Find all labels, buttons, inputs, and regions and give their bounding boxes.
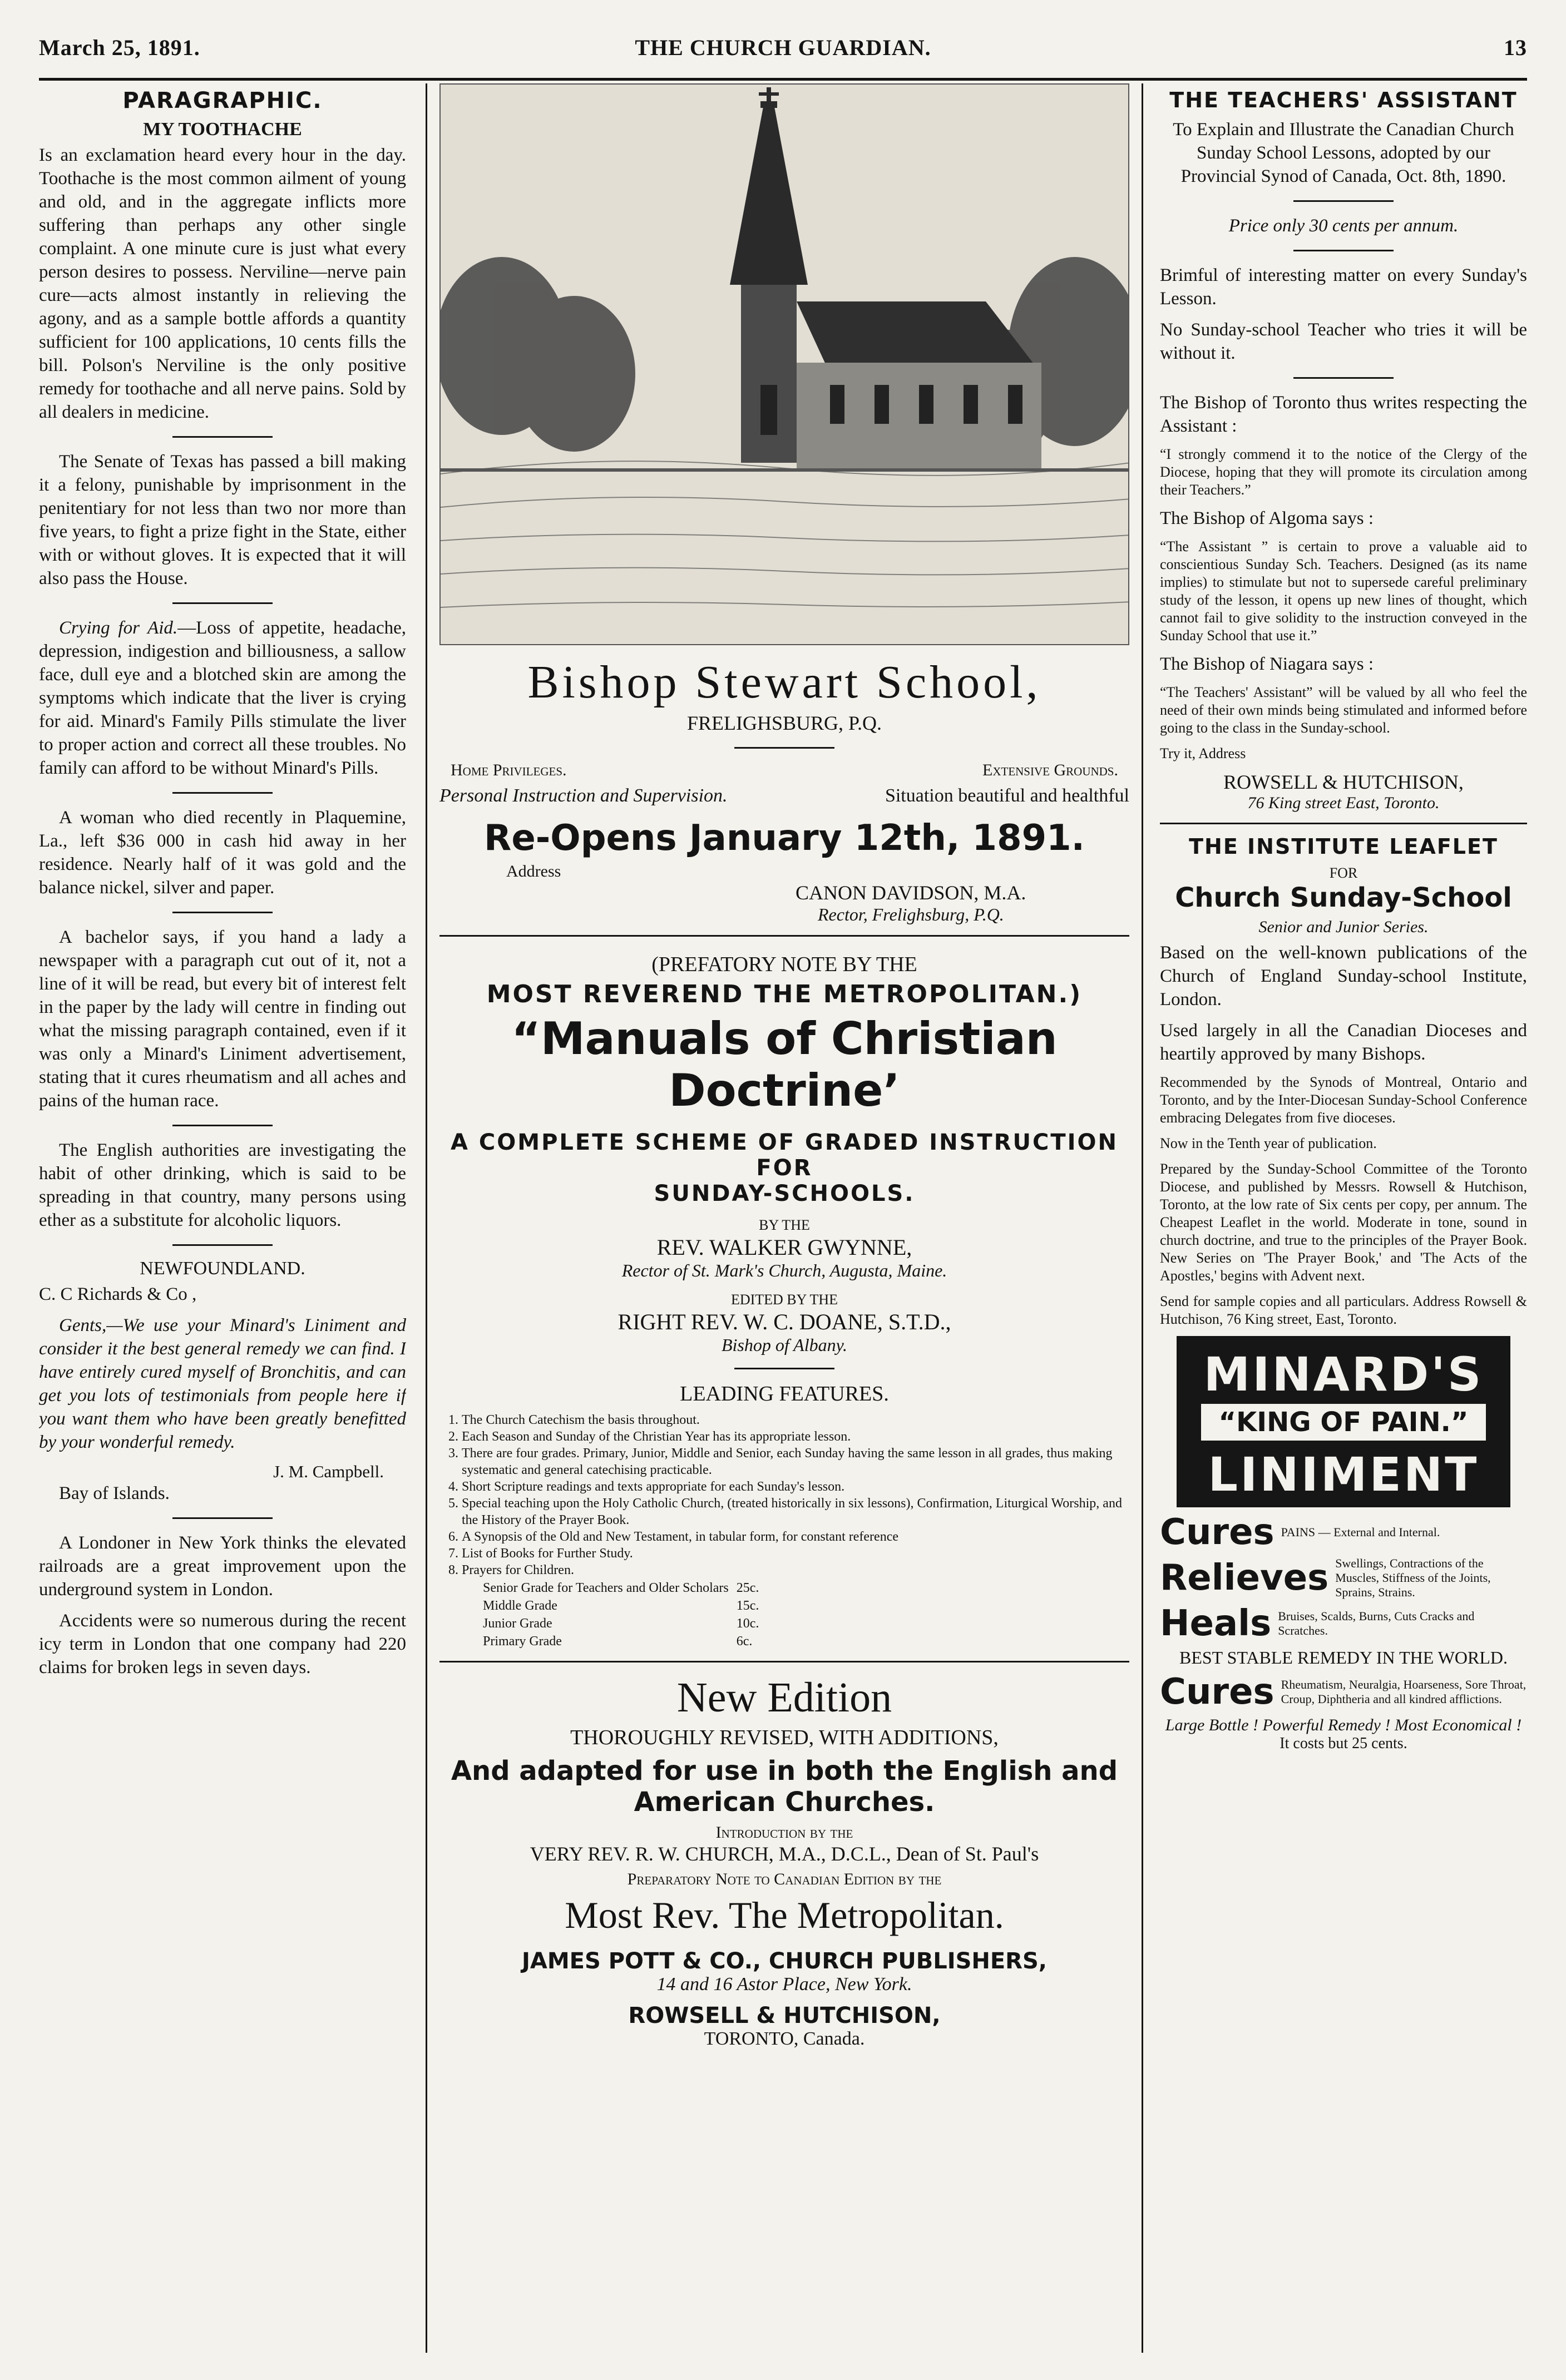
assistant-price: Price only 30 cents per annum. xyxy=(1228,216,1459,236)
toronto-quote: “I strongly commend it to the notice of the Clergy of the Diocese, hoping that they will promote its circulation among their Teachers.” xyxy=(1160,446,1527,498)
leaflet-now: Now in the Tenth year of publication. xyxy=(1160,1135,1377,1151)
divider xyxy=(734,747,834,749)
column-left xyxy=(39,83,406,2353)
newspaper-page xyxy=(39,22,1527,2358)
address-label: Address xyxy=(506,862,561,880)
page-number: 13 xyxy=(1504,35,1527,60)
newfoundland-signature: J. M. Campbell. xyxy=(273,1462,384,1481)
grade-name: Primary Grade xyxy=(483,1634,562,1649)
leaflet-name: Church Sunday-School xyxy=(1175,882,1512,913)
scheme-line: A COMPLETE SCHEME OF GRADED INSTRUCTION FOR xyxy=(451,1130,1118,1181)
heals-word: Heals xyxy=(1160,1603,1272,1644)
divider xyxy=(1293,200,1394,202)
introduction-label: Introduction by the xyxy=(715,1823,853,1842)
school-name: Bishop Stewart School, xyxy=(527,656,1041,708)
table-row xyxy=(480,1615,762,1632)
grade-price: 6c. xyxy=(736,1634,753,1649)
newfoundland-place: Bay of Islands. xyxy=(59,1483,170,1503)
divider xyxy=(172,1244,273,1246)
cures-word: Cures xyxy=(1160,1671,1274,1713)
leading-features-heading: LEADING FEATURES. xyxy=(680,1382,889,1406)
divider xyxy=(1293,250,1394,251)
heals-text: Bruises, Scalds, Burns, Cuts Cracks and Scratches. xyxy=(1278,1609,1475,1637)
bachelor-paragraph: A bachelor says, if you hand a lady a newspaper with a paragraph cut out of it, not a line of it will be read, but every bit of interest felt in the paper by the lady will centre in finding out what the missing paragraph contained, even if it was only a Minard's Liniment advertisement, stating that it cures rheumatism and all aches and pains of the human race. xyxy=(39,927,406,1111)
relieves-row xyxy=(1160,1556,1527,1600)
masthead xyxy=(39,22,1527,81)
leaflet-series: Senior and Junior Series. xyxy=(1258,918,1429,936)
metropolitan-note: MOST REVEREND THE METROPOLITAN.) xyxy=(486,980,1083,1008)
list-item: 8. Prayers for Children. xyxy=(462,1562,1129,1579)
list-item: 2. Each Season and Sunday of the Christian Year has its appropriate lesson. xyxy=(462,1428,1129,1445)
minards-liniment-logo xyxy=(1177,1336,1510,1507)
issue-date: March 25, 1891. xyxy=(39,35,200,60)
minard-mid: “KING OF PAIN.” xyxy=(1201,1404,1486,1441)
toronto-bishop: The Bishop of Toronto thus writes respecting the Assistant : xyxy=(1160,393,1527,436)
newfoundland-salutation: C. C Richards & Co , xyxy=(39,1284,197,1304)
leaflet-used: Used largely in all the Canadian Dioceses and heartily approved by many Bishops. xyxy=(1160,1021,1527,1064)
cures-row xyxy=(1160,1512,1527,1553)
cost-line: It costs but 25 cents. xyxy=(1280,1735,1407,1752)
grade-name: Senior Grade for Teachers and Older Scholars xyxy=(483,1581,729,1595)
newfoundland-heading: NEWFOUNDLAND. xyxy=(140,1258,305,1279)
table-row xyxy=(480,1597,762,1614)
minard-top: MINARD'S xyxy=(1203,1347,1484,1402)
home-privileges: Home Privileges. xyxy=(451,761,567,779)
table-row xyxy=(480,1633,762,1650)
paragraphic-heading: PARAGRAPHIC. xyxy=(122,88,323,113)
extensive-grounds: Extensive Grounds. xyxy=(982,761,1118,779)
english-paragraph: The English authorities are investigating the habit of other drinking, which is said to be spreading in that country, many persons using ether as a substitute for alcoholic liquors. xyxy=(39,1140,406,1230)
cures-word: Cures xyxy=(1160,1512,1274,1553)
list-item: 4. Short Scripture readings and texts appropriate for each Sunday's lesson. xyxy=(462,1478,1129,1495)
school-features-row xyxy=(439,761,1129,780)
brimful-text: Brimful of interesting matter on every Sunday's Lesson. xyxy=(1160,265,1527,309)
texas-paragraph: The Senate of Texas has passed a bill making it a felony, punishable by imprisonment in the penitentiary for not less than two nor more than five years, to fight a prize fight in the State, either with or without gloves. It is expected that it will also pass the House. xyxy=(39,452,406,588)
price-table xyxy=(478,1579,763,1651)
features-list xyxy=(439,1412,1129,1579)
list-item: 6. A Synopsis of the Old and New Testament, in tabular form, for constant reference xyxy=(462,1528,1129,1545)
divider xyxy=(172,792,273,794)
assistant-title: THE TEACHERS' ASSISTANT xyxy=(1169,88,1518,112)
divider xyxy=(172,436,273,438)
crying-title: Crying for Aid. xyxy=(59,618,178,638)
leaflet-recommended: Recommended by the Synods of Montreal, Ontario and Toronto, and by the Inter-Diocesan Sunday-School Conference embracing Delegates from five dioceses. xyxy=(1160,1074,1527,1126)
author-name: REV. WALKER GWYNNE, xyxy=(656,1235,912,1260)
author-role: Rector of St. Mark's Church, Augusta, Maine. xyxy=(621,1260,947,1280)
heals-row xyxy=(1160,1603,1527,1644)
introduction-name: VERY REV. R. W. CHURCH, M.A., D.C.L., Dean of St. Paul's xyxy=(530,1843,1039,1865)
no-teacher-text: No Sunday-school Teacher who tries it will be without it. xyxy=(1160,320,1527,363)
leaflet-based: Based on the well-known publications of the Church of England Sunday-school Institute, London. xyxy=(1160,943,1527,1010)
reopens-date: Re-Opens January 12th, 1891. xyxy=(484,818,1085,859)
toothache-paragraph: Is an exclamation heard every hour in the day. Toothache is the most common ailment of young and old, and in the aggregate inflicts more suffering than perhaps any other single complaint. A one minute cure is just what every person desires to possess. Nerviline—nerve pain cure—acts almost instantly in relieving the agony, and as a sample bottle affords a quantity sufficient for 100 applications, 10 cents fills the bill. Polson's Nerviline is the only positive remedy for toothache and all nerve pains. Sold by all dealers in medicine. xyxy=(39,145,406,422)
leaflet-prepared: Prepared by the Sunday-School Committee of the Toronto Diocese, and published by Messrs. Rowsell & Hutchison, Toronto, at the low rate of Six cents per copy, per annum. The Cheapest Leaflet in the world. Moderate in tone, sound in church doctrine, and true to the principles of the Prayer Book. New Series on 'The Prayer Book,' and 'The Acts of the Apostles,' begins with Advent next. xyxy=(1160,1161,1527,1284)
crying-text: —Loss of appetite, headache, depression, indigestion and billiousness, a sallow face, dull eye and a blotched skin are among the symptoms which indicate that the liver is crying for aid. Minard's Family Pills stimulate the liver to proper action and correct all these troubles. No family can afford to be without Minard's Pills. xyxy=(39,618,406,778)
crying-paragraph xyxy=(39,616,406,780)
divider xyxy=(172,602,273,604)
list-item: 3. There are four grades. Primary, Junior, Middle and Senior, each Sunday having the same lesson in all grades, thus making systematic and general catechising practicable. xyxy=(462,1445,1129,1478)
divider xyxy=(172,912,273,913)
divider xyxy=(1293,377,1394,379)
grade-name: Middle Grade xyxy=(483,1599,557,1613)
divider xyxy=(172,1125,273,1126)
new-edition-heading: New Edition xyxy=(676,1674,892,1721)
newspaper-title: THE CHURCH GUARDIAN. xyxy=(635,35,931,60)
column-right xyxy=(1160,83,1527,2353)
algoma-quote: “The Assistant ” is certain to prove a valuable aid to conscientious Sunday Sch. Teachers. Designed (as its name implies) to stimulate but not to supersede careful preliminary study of the lesson, it opens up new lines of thought, which cannot fail to give solidity to the instruction conveyed in the Sunday School that use it.” xyxy=(1160,538,1527,644)
school-place: FRELIGHSBURG, P.Q. xyxy=(686,712,882,734)
adapted-line: And adapted for use in both the English and American Churches. xyxy=(451,1755,1118,1818)
preparatory-note-label: Preparatory Note to Canadian Edition by the xyxy=(627,1870,942,1888)
sunday-schools-line: SUNDAY-SCHOOLS. xyxy=(654,1181,915,1206)
section-rule xyxy=(439,935,1129,937)
edited-by-label: EDITED BY THE xyxy=(730,1292,838,1308)
by-the-label: BY THE xyxy=(759,1217,810,1233)
publisher-address: 14 and 16 Astor Place, New York. xyxy=(656,1974,912,1995)
personal-instruction: Personal Instruction and Supervision. xyxy=(439,785,728,806)
section-rule xyxy=(1160,823,1527,824)
grade-name: Junior Grade xyxy=(483,1616,552,1631)
try-it-address: Try it, Address xyxy=(1160,745,1246,761)
address-role: Rector, Frelighsburg, P.Q. xyxy=(818,904,1004,924)
rowsell-address: 76 King street East, Toronto. xyxy=(1247,794,1440,812)
relieves-text: Swellings, Contractions of the Muscles, Stiffness of the Joints, Sprains, Strains. xyxy=(1335,1556,1491,1599)
column-center xyxy=(426,83,1143,2353)
list-item: 1. The Church Catechism the basis throughout. xyxy=(462,1412,1129,1428)
assistant-description: To Explain and Illustrate the Canadian Church Sunday School Lessons, adopted by our Provincial Synod of Canada, Oct. 8th, 1890. xyxy=(1173,120,1514,186)
niagara-bishop: The Bishop of Niagara says : xyxy=(1160,654,1374,674)
divider xyxy=(172,1517,273,1519)
accidents-paragraph: Accidents were so numerous during the recent icy term in London that one company had 220 claims for broken legs in seven days. xyxy=(39,1611,406,1678)
londoner-paragraph: A Londoner in New York thinks the elevated railroads are a great improvement upon the underground system in London. xyxy=(39,1533,406,1600)
editor-name: RIGHT REV. W. C. DOANE, S.T.D., xyxy=(617,1309,951,1334)
large-bottle: Large Bottle ! Powerful Remedy ! Most Economical ! xyxy=(1165,1716,1522,1734)
list-item: 5. Special teaching upon the Holy Catholic Church, (treated historically in six lessons), Confirmation, Liturgical Worship, and the History of the Prayer Book. xyxy=(462,1495,1129,1528)
minard-bot: LINIMENT xyxy=(1208,1447,1479,1502)
best-remedy: BEST STABLE REMEDY IN THE WORLD. xyxy=(1179,1647,1508,1668)
woman-paragraph: A woman who died recently in Plaquemine, La., left $36 000 in cash hid away in her residence. Nearly half of it was gold and the balance nickel, silver and paper. xyxy=(39,808,406,898)
toothache-title: MY TOOTHACHE xyxy=(143,119,302,140)
cures-text: Rheumatism, Neuralgia, Hoarseness, Sore Throat, Croup, Diphtheria and all kindred afflictions. xyxy=(1281,1678,1527,1706)
situation-text: Situation beautiful and healthful xyxy=(885,785,1129,806)
rowsell-city: TORONTO, Canada. xyxy=(704,2028,865,2049)
table-row xyxy=(480,1580,762,1596)
leaflet-title: THE INSTITUTE LEAFLET xyxy=(1189,834,1498,859)
school-engraving xyxy=(439,83,1129,645)
list-item: 7. List of Books for Further Study. xyxy=(462,1545,1129,1562)
prefatory-note: (PREFATORY NOTE BY THE xyxy=(651,953,917,976)
leaflet-for: FOR xyxy=(1329,865,1358,881)
school-instruction-row xyxy=(439,785,1129,806)
manuals-title: “Manuals of Christian Doctrine’ xyxy=(511,1013,1058,1116)
grade-price: 15c. xyxy=(736,1599,759,1613)
algoma-bishop: The Bishop of Algoma says : xyxy=(1160,508,1374,528)
leaflet-send: Send for sample copies and all particulars. Address Rowsell & Hutchison, 76 King street, East, Toronto. xyxy=(1160,1293,1527,1327)
relieves-word: Relieves xyxy=(1160,1557,1329,1599)
cures-text: PAINS — External and Internal. xyxy=(1281,1525,1440,1539)
grade-price: 10c. xyxy=(736,1616,759,1631)
editor-role: Bishop of Albany. xyxy=(721,1335,848,1355)
publisher-name: JAMES POTT & CO., CHURCH PUBLISHERS, xyxy=(522,1948,1047,1974)
divider xyxy=(734,1368,834,1369)
newfoundland-letter: Gents,—We use your Minard's Liniment and consider it the best general remedy we can find. I have entirely cured myself of Bronchitis, and can get you lots of testimonials from people here if you want them who have been greatly benefitted by your wonderful remedy. xyxy=(39,1315,406,1452)
section-rule xyxy=(439,1661,1129,1662)
address-name: CANON DAVIDSON, M.A. xyxy=(796,882,1026,904)
cures-row-two xyxy=(1160,1671,1527,1713)
niagara-quote: “The Teachers' Assistant” will be valued by all who feel the need of their own minds being stimulated and informed before going to the class in the Sunday-school. xyxy=(1160,684,1527,736)
rowsell-name: ROWSELL & HUTCHISON, xyxy=(628,2003,941,2028)
most-rev-metropolitan: Most Rev. The Metropolitan. xyxy=(565,1894,1004,1936)
grade-price: 25c. xyxy=(736,1581,759,1595)
revised-line: THOROUGHLY REVISED, WITH ADDITIONS, xyxy=(570,1726,999,1749)
church-engraving-icon xyxy=(441,85,1129,644)
rowsell-name: ROWSELL & HUTCHISON, xyxy=(1223,771,1464,793)
